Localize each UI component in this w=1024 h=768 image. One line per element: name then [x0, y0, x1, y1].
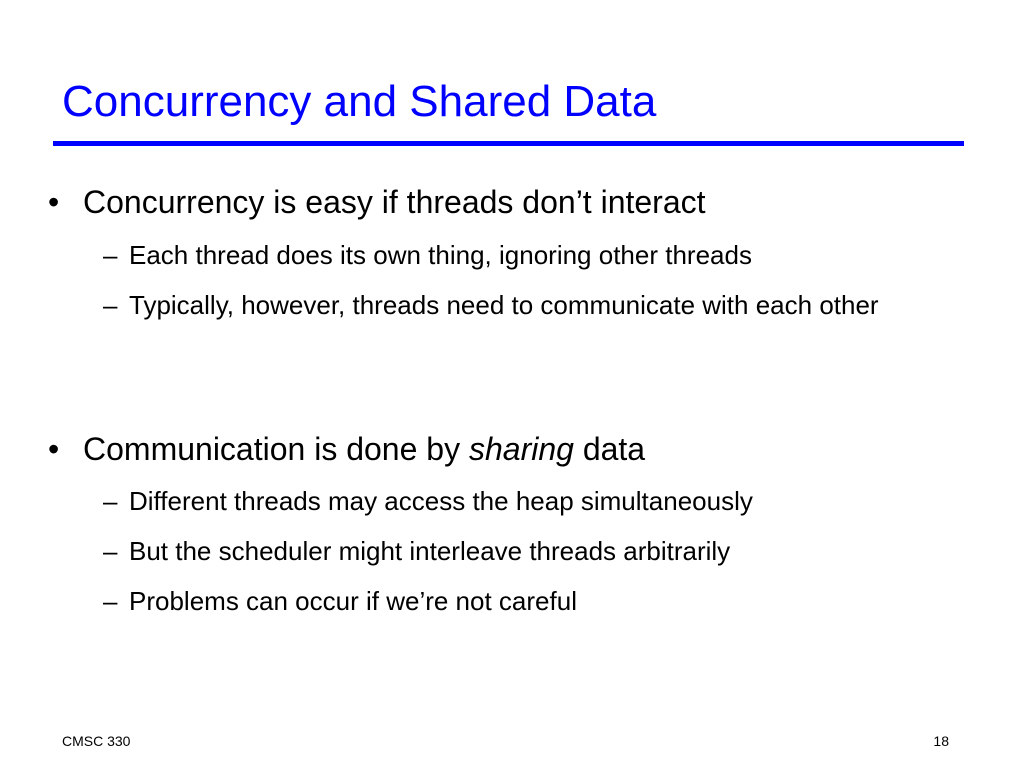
sub-bullet-marker: –: [103, 586, 118, 616]
footer-page-number: 18: [933, 733, 949, 749]
sub-bullet-text: Typically, however, threads need to communicate with each other: [129, 290, 879, 320]
title-underline: [53, 141, 964, 146]
bullet-text-before: Communication is done by: [83, 431, 461, 467]
bullet-text-emphasis: sharing: [468, 431, 574, 467]
sub-bullet-text: Different threads may access the heap simultaneously: [129, 486, 753, 516]
bullet-marker: •: [48, 431, 60, 467]
footer-course-label: CMSC 330: [62, 733, 131, 749]
sub-bullet-text: But the scheduler might interleave threads arbitrarily: [129, 536, 731, 566]
slide-title: Concurrency and Shared Data: [62, 77, 657, 126]
sub-bullet-text: Each thread does its own thing, ignoring other threads: [129, 240, 752, 270]
bullet-text: [83, 430, 645, 468]
sub-bullet-text: Problems can occur if we’re not careful: [129, 586, 577, 616]
bullet-text: Concurrency is easy if threads don’t interact: [83, 184, 706, 220]
sub-bullet-marker: –: [103, 240, 118, 270]
bullet-text-after: data: [582, 431, 646, 467]
sub-bullet-marker: –: [103, 290, 118, 320]
sub-bullet-marker: –: [103, 536, 118, 566]
sub-bullet-marker: –: [103, 486, 118, 516]
bullet-marker: •: [48, 184, 60, 220]
